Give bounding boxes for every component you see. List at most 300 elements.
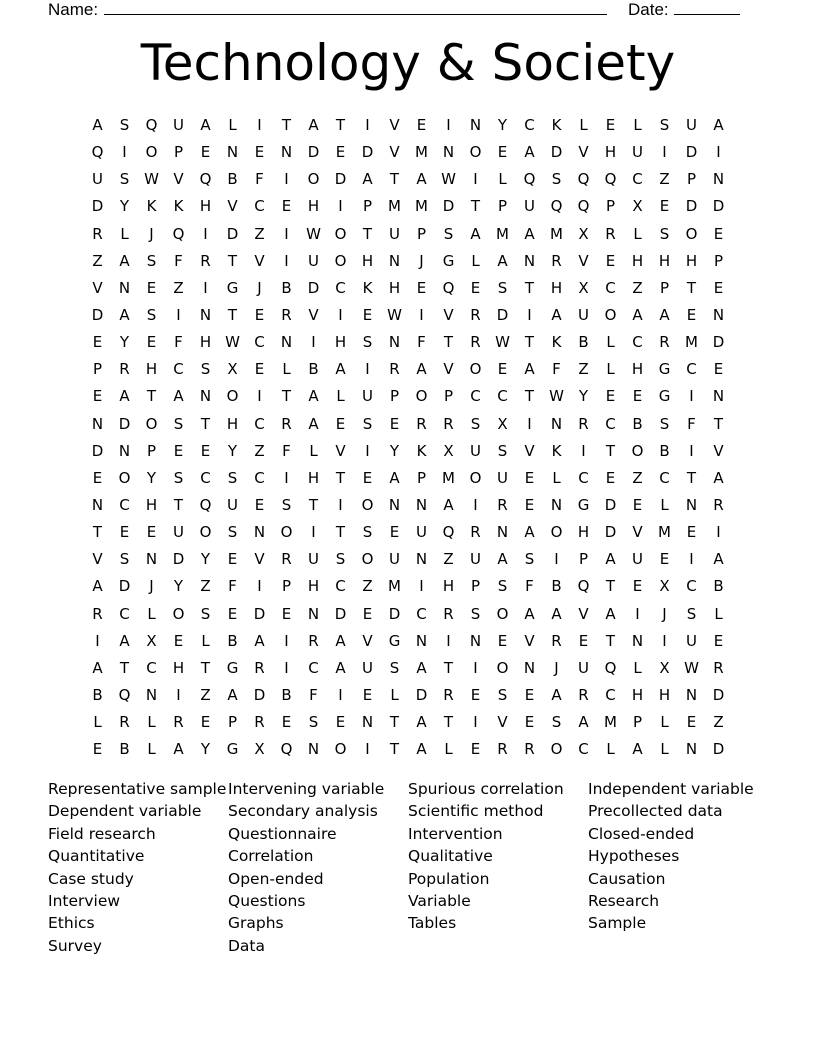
grid-letter[interactable]: Z [659,170,670,189]
grid-letter[interactable]: A [524,143,535,162]
grid-letter[interactable]: R [470,333,481,352]
grid-letter[interactable]: K [362,278,373,297]
grid-letter[interactable]: L [660,740,669,759]
grid-letter[interactable]: H [145,360,158,379]
grid-letter[interactable]: I [419,577,424,596]
grid-letter[interactable]: E [254,143,265,162]
grid-letter[interactable]: E [470,278,481,297]
grid-letter[interactable]: A [524,360,535,379]
grid-letter[interactable]: S [146,251,157,270]
grid-letter[interactable]: O [631,441,644,460]
grid-letter[interactable]: O [145,143,158,162]
grid-letter[interactable]: N [361,713,374,732]
grid-letter[interactable]: E [227,550,238,569]
grid-letter[interactable]: V [443,360,454,379]
grid-letter[interactable]: P [362,197,373,216]
grid-letter[interactable]: O [334,251,347,270]
grid-letter[interactable]: S [119,170,130,189]
grid-letter[interactable]: A [416,658,427,677]
grid-letter[interactable]: N [631,631,644,650]
grid-letter[interactable]: N [118,278,131,297]
grid-letter[interactable]: D [496,305,509,324]
grid-letter[interactable]: N [199,387,212,406]
grid-letter[interactable]: O [118,468,131,487]
grid-letter[interactable]: U [308,251,319,270]
grid-letter[interactable]: T [200,414,211,433]
grid-letter[interactable]: B [632,414,643,433]
grid-letter[interactable]: A [308,387,319,406]
grid-letter[interactable]: G [388,631,401,650]
grid-letter[interactable]: C [632,170,643,189]
grid-letter[interactable]: B [92,685,103,704]
grid-letter[interactable]: S [497,278,508,297]
grid-letter[interactable]: W [387,305,402,324]
grid-letter[interactable]: Z [254,224,265,243]
grid-letter[interactable]: N [496,523,509,542]
grid-letter[interactable]: V [227,197,238,216]
grid-letter[interactable]: I [284,658,289,677]
grid-letter[interactable]: T [686,468,697,487]
grid-letter[interactable]: Q [523,170,536,189]
grid-letter[interactable]: I [257,116,262,134]
grid-letter[interactable]: D [604,495,617,514]
grid-letter[interactable]: R [254,713,265,732]
grid-letter[interactable]: N [685,740,698,759]
grid-letter[interactable]: Q [442,523,455,542]
grid-letter[interactable]: Q [145,116,158,134]
grid-letter[interactable]: T [308,495,319,514]
grid-letter[interactable]: I [338,197,343,216]
grid-letter[interactable]: M [496,224,509,243]
grid-letter[interactable]: N [523,658,536,677]
grid-letter[interactable]: E [254,360,265,379]
grid-letter[interactable]: E [686,523,697,542]
grid-letter[interactable]: B [227,170,238,189]
grid-letter[interactable]: C [335,577,346,596]
grid-letter[interactable]: Z [632,278,643,297]
grid-letter[interactable]: L [552,468,561,487]
grid-letter[interactable]: I [554,550,559,569]
grid-letter[interactable]: D [712,333,725,352]
grid-letter[interactable]: H [388,278,401,297]
grid-letter[interactable]: O [550,523,563,542]
grid-letter[interactable]: A [497,550,508,569]
grid-letter[interactable]: A [713,550,724,569]
grid-letter[interactable]: R [200,251,211,270]
grid-letter[interactable]: I [473,170,478,189]
grid-letter[interactable]: T [605,441,616,460]
grid-letter[interactable]: E [605,468,616,487]
grid-letter[interactable]: X [659,658,670,677]
grid-letter[interactable]: E [389,414,400,433]
grid-letter[interactable]: D [91,197,104,216]
grid-letter[interactable]: Y [389,441,400,460]
grid-letter[interactable]: L [201,631,210,650]
grid-letter[interactable]: A [335,631,346,650]
grid-letter[interactable]: R [281,550,292,569]
grid-letter[interactable]: Q [91,143,104,162]
grid-letter[interactable]: F [552,360,561,379]
grid-letter[interactable]: V [578,143,589,162]
grid-letter[interactable]: V [254,550,265,569]
grid-letter[interactable]: R [92,224,103,243]
grid-letter[interactable]: U [470,550,481,569]
grid-letter[interactable]: W [144,170,159,189]
grid-letter[interactable]: P [416,468,427,487]
grid-letter[interactable]: S [497,441,508,460]
grid-letter[interactable]: Y [146,468,157,487]
grid-letter[interactable]: C [119,495,130,514]
grid-letter[interactable]: A [308,414,319,433]
grid-letter[interactable]: A [416,360,427,379]
grid-letter[interactable]: A [227,685,238,704]
grid-letter[interactable]: Z [200,577,211,596]
grid-letter[interactable]: S [362,414,373,433]
grid-letter[interactable]: I [473,495,478,514]
grid-letter[interactable]: T [389,740,400,759]
grid-letter[interactable]: G [226,658,239,677]
grid-letter[interactable]: H [361,251,374,270]
grid-letter[interactable]: Q [172,224,185,243]
grid-letter[interactable]: E [470,740,481,759]
grid-letter[interactable]: S [470,604,481,623]
grid-letter[interactable]: E [362,468,373,487]
grid-letter[interactable]: U [362,387,373,406]
grid-letter[interactable]: Y [200,550,211,569]
grid-letter[interactable]: X [632,197,643,216]
grid-letter[interactable]: L [498,170,507,189]
grid-letter[interactable]: T [605,631,616,650]
grid-letter[interactable]: S [335,550,346,569]
grid-letter[interactable]: R [119,713,130,732]
grid-letter[interactable]: J [662,604,667,623]
grid-letter[interactable]: J [257,278,262,297]
grid-letter[interactable]: X [227,360,238,379]
grid-letter[interactable]: E [146,278,157,297]
grid-letter[interactable]: M [442,468,455,487]
grid-letter[interactable]: D [442,197,455,216]
grid-letter[interactable]: N [415,550,428,569]
grid-letter[interactable]: P [389,387,400,406]
grid-letter[interactable]: D [604,523,617,542]
grid-letter[interactable]: I [527,414,532,433]
grid-letter[interactable]: E [362,604,373,623]
name-input-line[interactable] [104,14,607,15]
grid-letter[interactable]: I [446,116,451,134]
grid-letter[interactable]: A [254,631,265,650]
grid-letter[interactable]: E [497,360,508,379]
grid-letter[interactable]: C [146,658,157,677]
grid-letter[interactable]: O [496,658,509,677]
grid-letter[interactable]: T [713,414,724,433]
grid-letter[interactable]: R [713,495,724,514]
grid-letter[interactable]: Y [119,197,130,216]
grid-letter[interactable]: L [471,251,480,270]
grid-letter[interactable]: E [281,713,292,732]
grid-letter[interactable]: L [228,116,237,134]
grid-letter[interactable]: P [146,441,157,460]
grid-letter[interactable]: L [444,740,453,759]
grid-letter[interactable]: V [443,305,454,324]
grid-letter[interactable]: D [388,604,401,623]
grid-letter[interactable]: A [524,523,535,542]
grid-letter[interactable]: I [257,577,262,596]
grid-letter[interactable]: E [254,495,265,514]
grid-letter[interactable]: N [712,170,725,189]
grid-letter[interactable]: L [282,360,291,379]
grid-letter[interactable]: E [659,197,670,216]
grid-letter[interactable]: T [200,658,211,677]
grid-letter[interactable]: T [227,251,238,270]
grid-letter[interactable]: E [362,685,373,704]
grid-letter[interactable]: I [527,305,532,324]
grid-letter[interactable]: I [284,631,289,650]
grid-letter[interactable]: I [473,658,478,677]
grid-letter[interactable]: L [606,740,615,759]
grid-letter[interactable]: T [524,387,535,406]
grid-letter[interactable]: I [284,468,289,487]
grid-letter[interactable]: M [388,577,401,596]
grid-letter[interactable]: C [686,360,697,379]
grid-letter[interactable]: P [470,577,481,596]
grid-letter[interactable]: B [281,685,292,704]
grid-letter[interactable]: I [176,685,181,704]
grid-letter[interactable]: Z [632,468,643,487]
grid-letter[interactable]: I [203,278,208,297]
grid-letter[interactable]: R [578,685,589,704]
grid-letter[interactable]: E [497,143,508,162]
grid-letter[interactable]: A [551,604,562,623]
grid-letter[interactable]: N [388,251,401,270]
grid-letter[interactable]: L [714,604,723,623]
grid-letter[interactable]: L [120,224,129,243]
grid-letter[interactable]: V [254,251,265,270]
grid-letter[interactable]: X [497,414,508,433]
grid-letter[interactable]: C [200,468,211,487]
grid-letter[interactable]: D [334,170,347,189]
grid-letter[interactable]: V [497,713,508,732]
grid-letter[interactable]: S [659,414,670,433]
grid-letter[interactable]: Q [577,197,590,216]
grid-letter[interactable]: Y [578,387,589,406]
grid-letter[interactable]: N [307,740,320,759]
grid-letter[interactable]: A [713,468,724,487]
grid-letter[interactable]: N [307,604,320,623]
grid-letter[interactable]: A [578,713,589,732]
grid-letter[interactable]: Q [199,495,212,514]
grid-letter[interactable]: D [712,197,725,216]
grid-letter[interactable]: Q [577,170,590,189]
grid-letter[interactable]: T [443,333,454,352]
grid-letter[interactable]: S [227,468,238,487]
grid-letter[interactable]: P [713,251,724,270]
grid-letter[interactable]: R [497,740,508,759]
grid-letter[interactable]: E [92,387,103,406]
grid-letter[interactable]: T [335,468,346,487]
grid-letter[interactable]: N [118,441,131,460]
grid-letter[interactable]: K [173,197,184,216]
grid-letter[interactable]: T [605,577,616,596]
grid-letter[interactable]: Y [497,116,508,134]
grid-letter[interactable]: F [687,414,696,433]
grid-letter[interactable]: E [362,305,373,324]
grid-letter[interactable]: E [173,441,184,460]
grid-letter[interactable]: R [443,685,454,704]
grid-letter[interactable]: R [470,523,481,542]
grid-letter[interactable]: E [605,116,616,134]
grid-letter[interactable]: Q [577,577,590,596]
grid-letter[interactable]: S [200,360,211,379]
grid-letter[interactable]: V [362,631,373,650]
grid-letter[interactable]: S [119,116,130,134]
grid-letter[interactable]: E [605,387,616,406]
grid-letter[interactable]: R [308,631,319,650]
grid-letter[interactable]: I [338,305,343,324]
grid-letter[interactable]: D [226,224,239,243]
grid-letter[interactable]: A [416,713,427,732]
grid-letter[interactable]: J [149,224,154,243]
grid-letter[interactable]: N [91,495,104,514]
grid-letter[interactable]: L [633,658,642,677]
grid-letter[interactable]: E [713,631,724,650]
grid-letter[interactable]: C [254,333,265,352]
grid-letter[interactable]: N [415,495,428,514]
grid-letter[interactable]: S [308,713,319,732]
grid-letter[interactable]: A [92,577,103,596]
grid-letter[interactable]: A [119,631,130,650]
grid-letter[interactable]: D [712,685,725,704]
grid-letter[interactable]: R [551,251,562,270]
grid-letter[interactable]: H [145,495,158,514]
grid-letter[interactable]: Y [227,441,238,460]
grid-letter[interactable]: S [497,685,508,704]
grid-letter[interactable]: H [199,197,212,216]
grid-letter[interactable]: R [443,604,454,623]
grid-letter[interactable]: O [469,143,482,162]
grid-letter[interactable]: O [550,740,563,759]
grid-letter[interactable]: C [254,197,265,216]
grid-letter[interactable]: I [689,387,694,406]
grid-letter[interactable]: A [173,387,184,406]
grid-letter[interactable]: T [524,278,535,297]
grid-letter[interactable]: J [554,658,559,677]
grid-letter[interactable]: R [416,414,427,433]
grid-letter[interactable]: N [145,685,158,704]
grid-letter[interactable]: U [173,523,184,542]
grid-letter[interactable]: P [227,713,238,732]
grid-letter[interactable]: S [389,658,400,677]
grid-letter[interactable]: C [335,278,346,297]
grid-letter[interactable]: D [334,604,347,623]
grid-letter[interactable]: G [577,495,590,514]
grid-letter[interactable]: D [685,197,698,216]
grid-letter[interactable]: G [226,740,239,759]
grid-letter[interactable]: S [146,305,157,324]
grid-letter[interactable]: V [524,631,535,650]
grid-letter[interactable]: Q [118,685,131,704]
grid-letter[interactable]: B [713,577,724,596]
grid-letter[interactable]: I [311,523,316,542]
grid-letter[interactable]: H [631,360,644,379]
grid-letter[interactable]: I [257,387,262,406]
grid-letter[interactable]: H [604,143,617,162]
grid-letter[interactable]: E [605,251,616,270]
grid-letter[interactable]: R [713,658,724,677]
grid-letter[interactable]: U [632,143,643,162]
grid-letter[interactable]: I [365,116,370,134]
grid-letter[interactable]: C [605,414,616,433]
grid-letter[interactable]: C [605,278,616,297]
grid-letter[interactable]: A [389,468,400,487]
grid-letter[interactable]: T [686,278,697,297]
grid-letter[interactable]: I [689,550,694,569]
grid-letter[interactable]: A [308,116,319,134]
grid-letter[interactable]: E [632,577,643,596]
grid-letter[interactable]: E [254,305,265,324]
grid-letter[interactable]: O [334,224,347,243]
grid-letter[interactable]: I [284,224,289,243]
grid-letter[interactable]: N [253,523,266,542]
grid-letter[interactable]: S [659,116,670,134]
grid-letter[interactable]: E [200,441,211,460]
grid-letter[interactable]: I [338,685,343,704]
grid-letter[interactable]: E [713,360,724,379]
grid-letter[interactable]: O [199,523,212,542]
grid-letter[interactable]: W [549,387,564,406]
grid-letter[interactable]: A [119,387,130,406]
grid-letter[interactable]: E [335,414,346,433]
grid-letter[interactable]: B [281,278,292,297]
grid-letter[interactable]: D [253,604,266,623]
grid-letter[interactable]: U [686,116,697,134]
grid-letter[interactable]: T [443,713,454,732]
grid-letter[interactable]: O [361,495,374,514]
grid-letter[interactable]: B [119,740,130,759]
grid-letter[interactable]: R [524,740,535,759]
grid-letter[interactable]: D [685,143,698,162]
grid-letter[interactable]: S [470,414,481,433]
grid-letter[interactable]: L [660,713,669,732]
grid-letter[interactable]: U [470,441,481,460]
grid-letter[interactable]: L [93,713,102,732]
grid-letter[interactable]: A [119,305,130,324]
grid-letter[interactable]: I [284,251,289,270]
grid-letter[interactable]: L [633,116,642,134]
grid-letter[interactable]: T [524,333,535,352]
grid-letter[interactable]: K [146,197,157,216]
grid-letter[interactable]: M [604,713,617,732]
grid-letter[interactable]: Y [173,577,184,596]
grid-letter[interactable]: V [389,143,400,162]
grid-letter[interactable]: P [281,577,292,596]
grid-letter[interactable]: E [281,604,292,623]
grid-letter[interactable]: M [550,224,563,243]
grid-letter[interactable]: A [416,170,427,189]
grid-letter[interactable]: E [524,468,535,487]
grid-letter[interactable]: E [119,523,130,542]
grid-letter[interactable]: R [254,658,265,677]
grid-letter[interactable]: D [118,414,131,433]
grid-letter[interactable]: E [416,116,427,134]
grid-letter[interactable]: A [335,658,346,677]
grid-letter[interactable]: M [415,143,428,162]
grid-letter[interactable]: L [633,224,642,243]
grid-letter[interactable]: V [92,278,103,297]
grid-letter[interactable]: P [443,387,454,406]
grid-letter[interactable]: Z [443,550,454,569]
grid-letter[interactable]: V [173,170,184,189]
grid-letter[interactable]: E [686,305,697,324]
